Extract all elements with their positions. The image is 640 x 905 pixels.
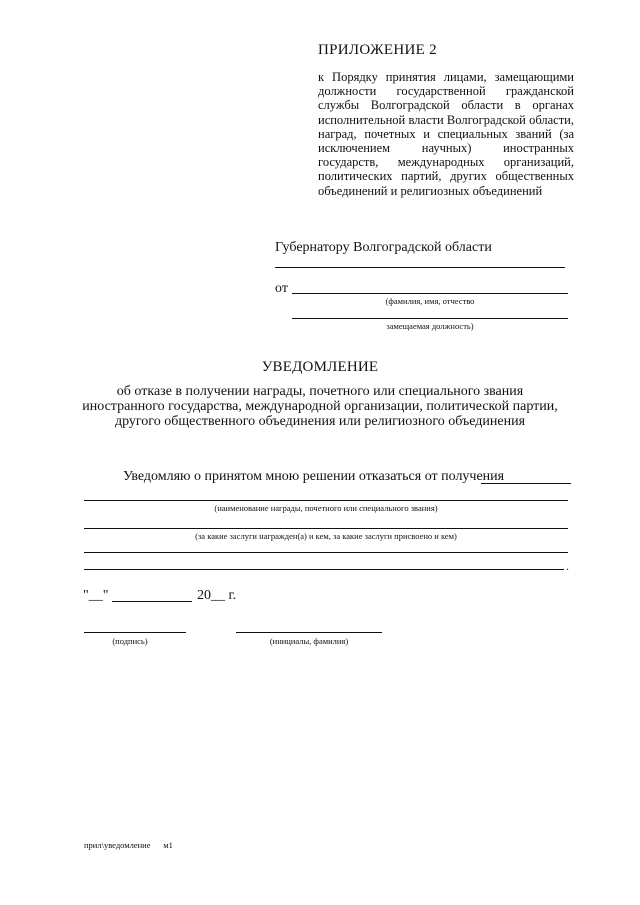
appendix-text: к Порядку принятия лицами, замещающими должности государственной гражданской службы Волгоградской области в органах исполнительной власти Волгоградской области, наград, почетных и специальных званий (за исключением научных) иностранных государств, международных организаций, политических партий, других общественных объединений и религиозных объединений (318, 70, 574, 198)
fio-caption: (фамилия, имя, отчество (385, 296, 475, 306)
award-caption: (наименование награды, почетного или специального звания) (214, 503, 438, 513)
signature-line (84, 632, 186, 633)
document-subtitle: об отказе в получении награды, почетного или специального звания иностранного государства, международной организации, политической партии, другого общественного объединения или религиозного объединения (82, 384, 558, 429)
position-line (292, 318, 568, 319)
date-quote: "__" (83, 588, 109, 603)
addressee-to: Губернатору Волгоградской области (275, 240, 492, 255)
extra-line-2 (84, 569, 564, 570)
extra-line-1 (84, 552, 568, 553)
end-period: . (566, 559, 569, 573)
body-intro-line (481, 483, 571, 484)
document-title: УВЕДОМЛЕНИЕ (261, 359, 379, 375)
from-name-line (292, 293, 568, 294)
merit-caption: (за какие заслуги награжден(а) и кем, за какие заслуги присвоено и кем) (195, 531, 457, 541)
date-year: 20__ г. (197, 588, 237, 603)
initials-caption: (инициалы, фамилия) (269, 636, 349, 646)
appendix-title: ПРИЛОЖЕНИЕ 2 (318, 42, 437, 58)
footer-code: прил\уведомление м1 (84, 840, 173, 850)
signature-caption: (подпись) (112, 636, 148, 646)
award-line (84, 500, 568, 501)
addressee-to-line (275, 267, 565, 268)
date-month-line (112, 601, 192, 602)
merit-line (84, 528, 568, 529)
position-caption: замещаемая должность) (386, 321, 474, 331)
initials-line (236, 632, 382, 633)
from-label: от (275, 281, 288, 296)
body-intro: Уведомляю о принятом мною решении отказаться от получения (123, 469, 505, 484)
